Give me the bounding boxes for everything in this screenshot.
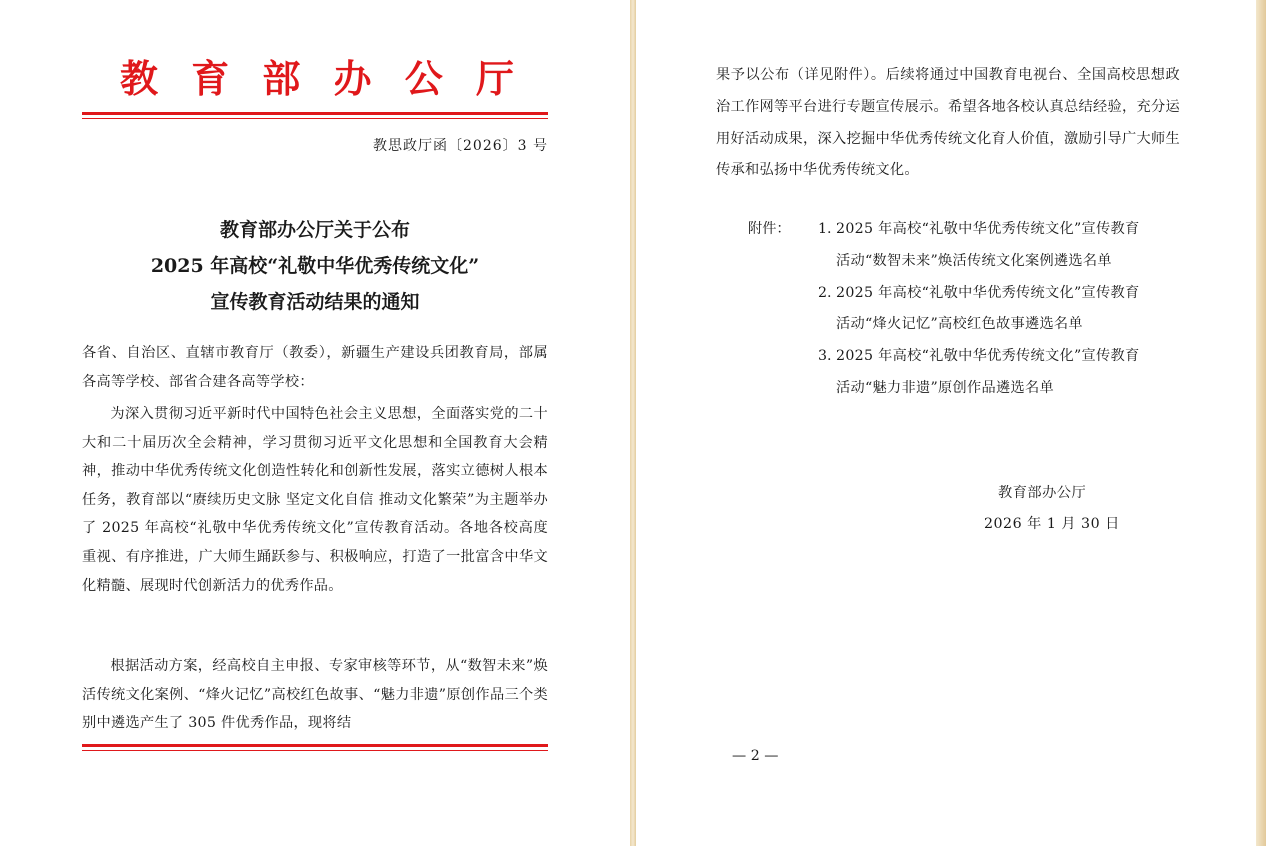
issuing-authority-header [82,55,548,103]
title-line: 宣传教育活动结果的通知 [210,291,420,313]
page-number: — 2 — [732,748,779,764]
header-char: 部 [262,56,301,101]
attachment-item [748,278,1188,310]
title-line: 教育部办公厅关于公布 [219,219,410,241]
body-paragraph-2: 根据活动方案，经高校自主申报、专家审核等环节，从“数智未来”焕活传统文化案例、“烽火记忆”高校红色故事、“魅力非遗”原创作品三个类别中遴选产生了 305 件优秀作品，现将结 [82,658,548,732]
header-red-rule [82,112,548,119]
signature-date: 2026 年 1 月 30 日 [984,516,1120,532]
page-edge [1256,0,1266,846]
attachments-list [748,214,1188,405]
attachment-title: 活动“烽火记忆”高校红色故事遴选名单 [836,316,1083,333]
left-page [0,0,630,846]
attachment-title: 2025 年高校“礼敬中华优秀传统文化”宣传教育 [836,284,1140,301]
header-char: 办 [333,56,372,101]
header-char: 公 [404,56,443,101]
signature-organization: 教育部办公厅 [998,485,1087,501]
attachment-number: 1. [818,221,832,237]
attachment-number: 2. [818,284,832,301]
right-page [636,0,1256,846]
title-line: 2025 年高校“礼敬中华优秀传统文化” [150,255,480,277]
attachment-item [748,341,1188,373]
body-paragraph-1: 为深入贯彻习近平新时代中国特色社会主义思想，全面落实党的二十大和二十届历次全会精神，学习贯彻习近平文化思想和全国教育大会精神，推动中华优秀传统文化创造性转化和创新性发展，落实立德树人根本任务，教育部以“赓续历史文脉 坚定文化自信 推动文化繁荣”为主题举办了 2025 年高校“礼敬中华优秀传统文化”宣传教育活动。各地各校高度重视、有序推进，广大师生踊跃参与、积极响应，打造了一批富含中华文化精髓、展现时代创新活力的优秀作品。 [82,406,548,594]
attachment-item-continuation [748,246,1188,278]
addressee: 各省、自治区、直辖市教育厅（教委），新疆生产建设兵团教育局，部属各高等学校、部省合建各高等学校： [82,345,548,390]
attachment-title: 活动“数智未来”焕活传统文化案例遴选名单 [836,252,1112,269]
header-char: 厅 [475,56,514,101]
attachments-label: 附件： [748,221,791,237]
attachment-title: 活动“魅力非遗”原创作品遴选名单 [836,379,1054,396]
header-char: 育 [191,56,230,101]
attachment-number: 3. [818,348,832,365]
attachment-item-continuation [748,309,1188,341]
attachment-item-continuation [748,373,1188,405]
body-paragraph-continuation: 果予以公布（详见附件）。后续将通过中国教育电视台、全国高校思想政治工作网等平台进行专题宣传展示。希望各地各校认真总结经验，充分运用好活动成果，深入挖掘中华优秀传统文化育人价值，激励引导广大师生传承和弘扬中华优秀传统文化。 [716,67,1180,179]
document-number: 教思政厅函〔2026〕3 号 [373,138,548,154]
header-char: 教 [120,56,159,101]
footer-red-rule [82,744,548,751]
attachment-title: 2025 年高校“礼敬中华优秀传统文化”宣传教育 [836,221,1140,237]
document-title [82,212,548,320]
attachment-item [748,214,1188,246]
attachment-title: 2025 年高校“礼敬中华优秀传统文化”宣传教育 [836,348,1140,365]
